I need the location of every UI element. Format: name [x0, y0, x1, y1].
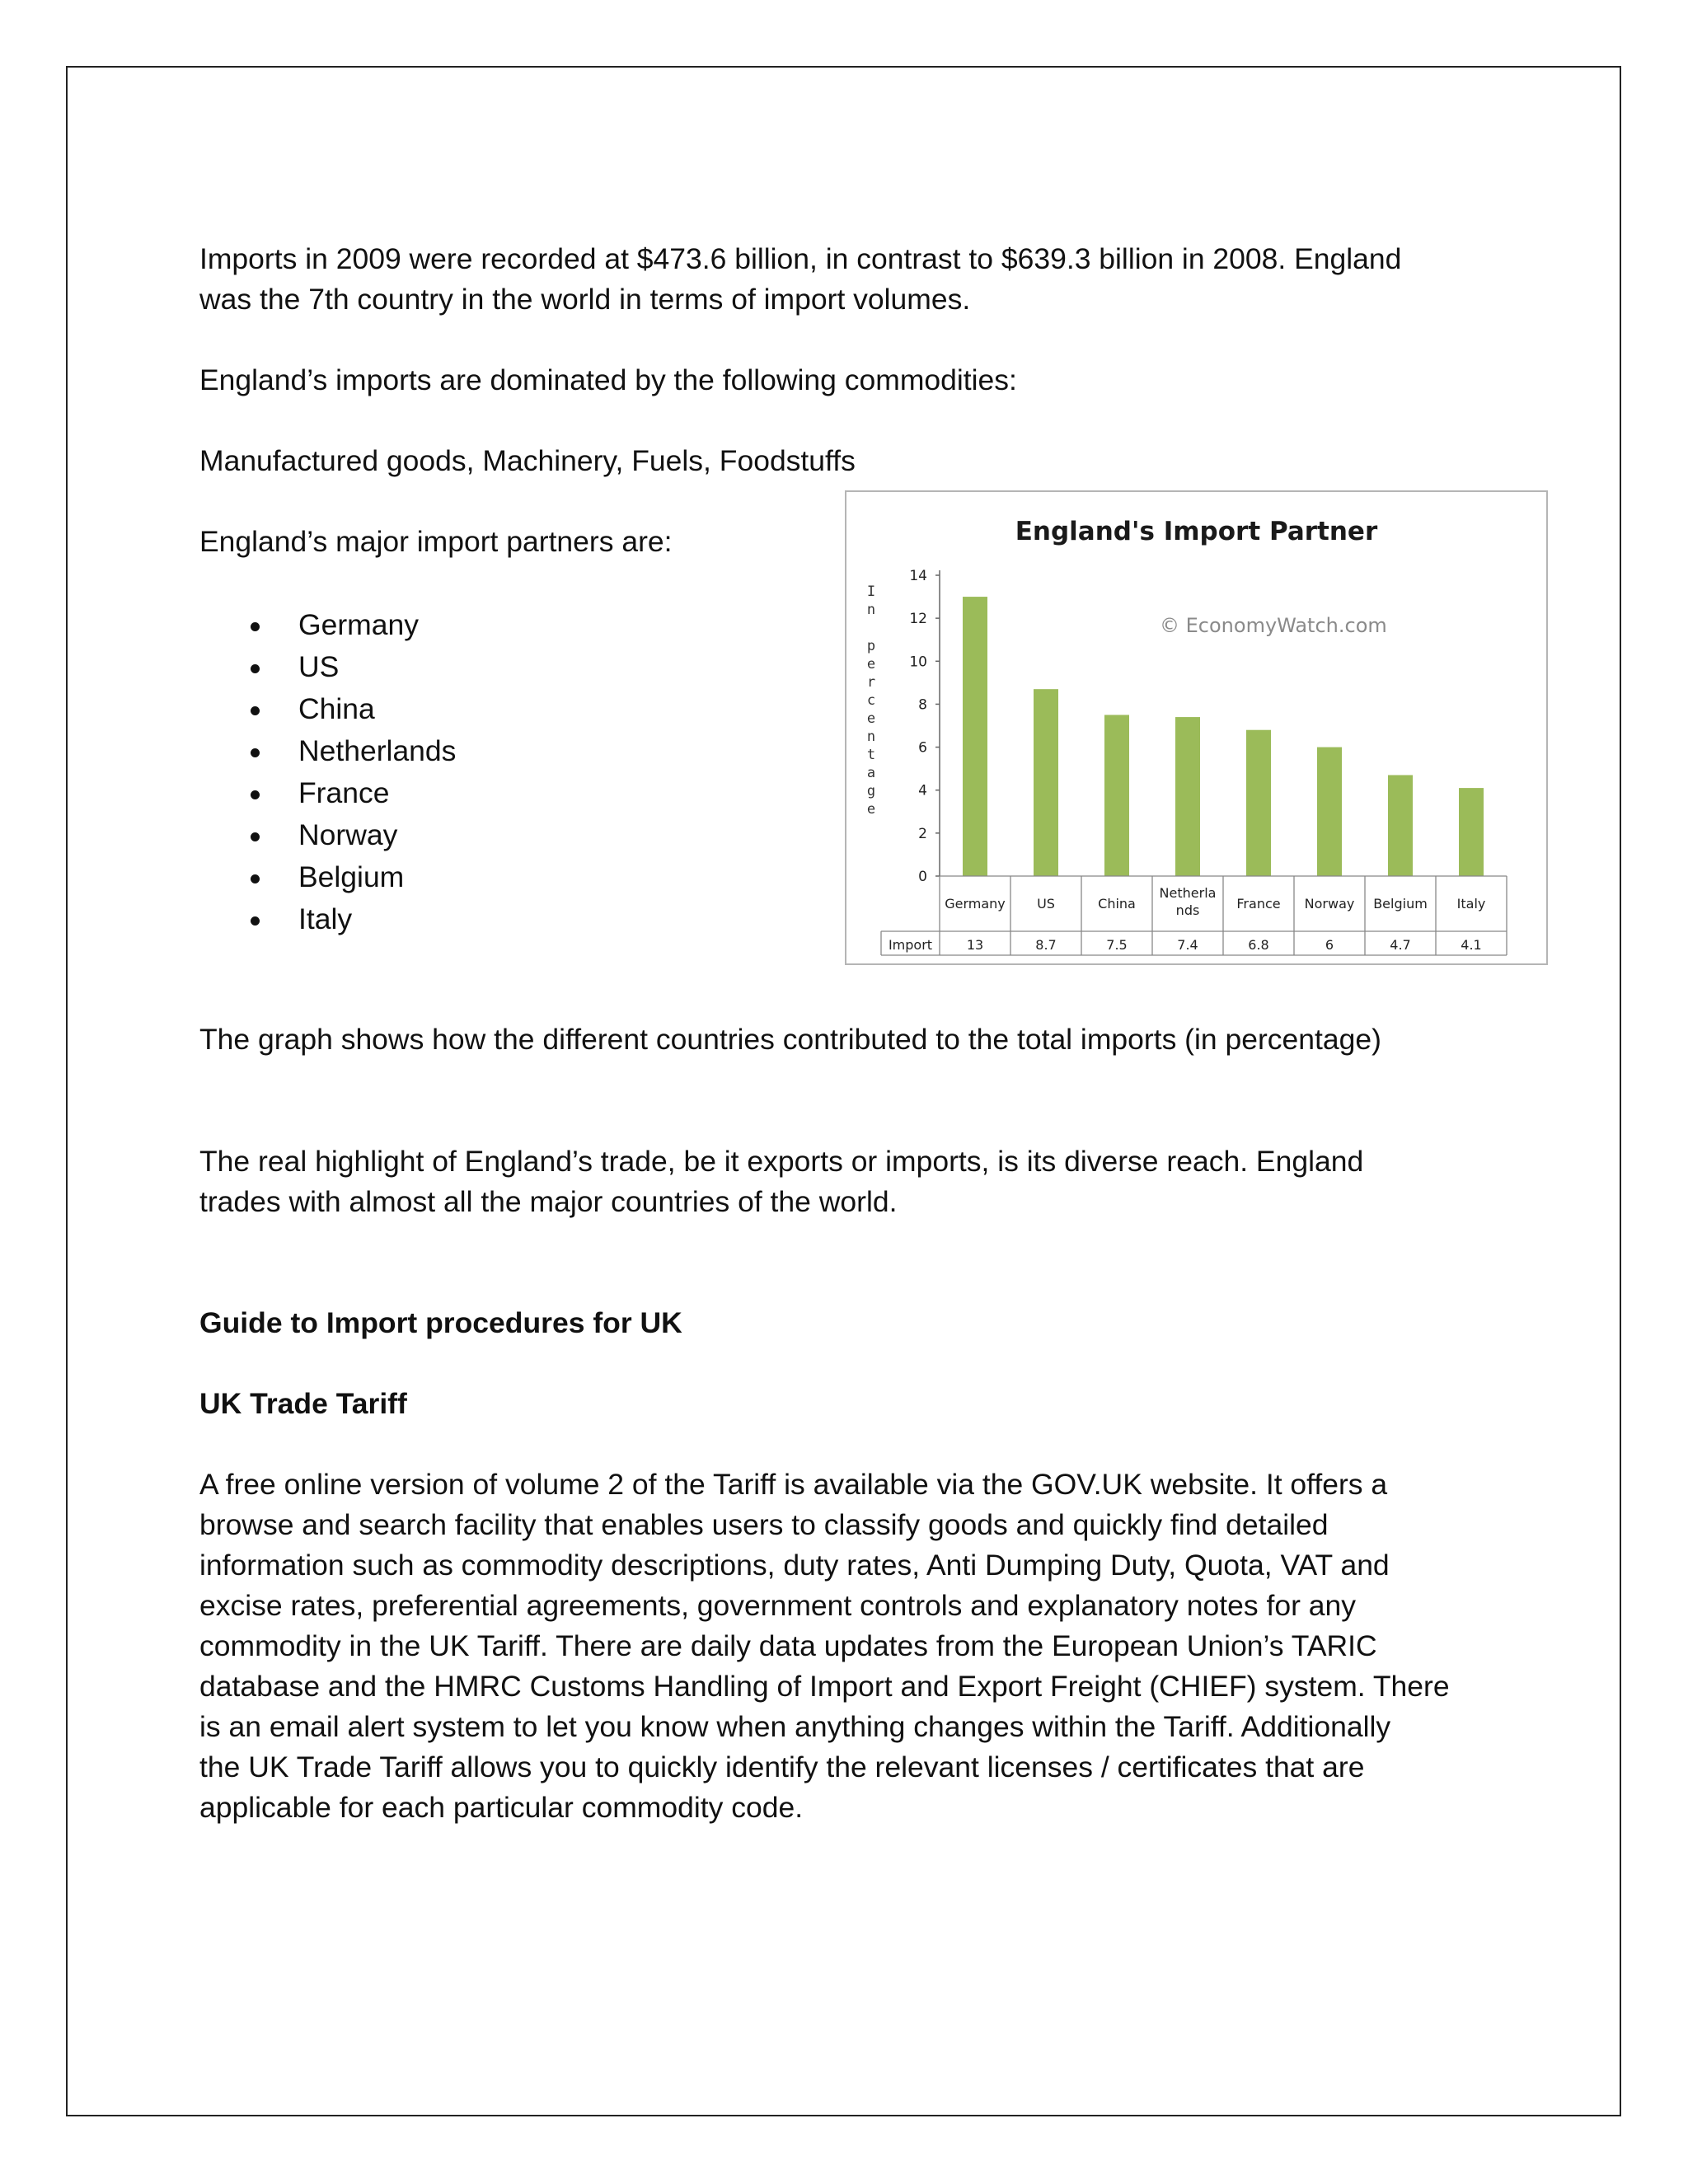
paragraph-reach-line1: The real highlight of England’s trade, be it exports or imports, is its diverse reach. England [199, 1145, 1364, 1178]
paragraph-graph-caption: The graph shows how the different countries contributed to the total imports (in percentage) [199, 1023, 1381, 1056]
partners-list [199, 604, 456, 940]
chart-title: England's Import Partner [1015, 517, 1378, 546]
bullet-icon [251, 748, 260, 757]
chart-bar [1034, 689, 1058, 876]
chart-y-tick-label: 6 [918, 739, 927, 757]
list-item: China [199, 688, 456, 730]
list-item: Belgium [199, 856, 456, 898]
chart-data-label: 6 [1325, 937, 1334, 953]
chart-data-label: 4.7 [1390, 937, 1411, 953]
list-item: Italy [199, 898, 456, 940]
chart-data-label: 7.4 [1177, 937, 1198, 953]
chart-legend-label: Import [888, 937, 933, 953]
heading-import-guide: Guide to Import procedures for UK [199, 1306, 682, 1339]
paragraph-imports-line1: Imports in 2009 were recorded at $473.6 billion, in contrast to $639.3 billion in 2008. England [199, 242, 1402, 275]
chart-x-tick-label: nds [1175, 902, 1200, 918]
bullet-icon [251, 622, 260, 631]
chart-y-tick-label: 2 [918, 825, 927, 842]
chart-x-tick-label: Belgium [1373, 896, 1428, 912]
chart-x-tick-label: China [1098, 896, 1136, 912]
paragraph-imports-line2: was the 7th country in the world in terms of import volumes. [199, 283, 971, 316]
paragraph-tariff-line: browse and search facility that enables users to classify goods and quickly find detailed [199, 1508, 1329, 1541]
bullet-icon [251, 832, 260, 841]
chart-bar [1388, 775, 1413, 876]
bullet-icon [251, 706, 260, 715]
chart-data-label: 8.7 [1035, 937, 1057, 953]
list-item: US [199, 646, 456, 688]
chart-data-label: 13 [966, 937, 984, 953]
paragraph-reach-line2: trades with almost all the major countries of the world. [199, 1185, 898, 1218]
list-item: Norway [199, 814, 456, 856]
chart-data-label: 7.5 [1106, 937, 1128, 953]
chart-x-tick-label: Italy [1456, 896, 1486, 912]
chart-x-tick-label: Germany [945, 896, 1006, 912]
chart-x-tick-label: US [1037, 896, 1055, 912]
list-item: France [199, 772, 456, 814]
paragraph-partners-intro: England’s major import partners are: [199, 525, 673, 558]
bullet-icon [251, 874, 260, 883]
paragraph-tariff-line: information such as commodity descriptions, duty rates, Anti Dumping Duty, Quota, VAT and [199, 1549, 1390, 1582]
paragraph-tariff-line: A free online version of volume 2 of the Tariff is available via the GOV.UK website. It offers a [199, 1468, 1388, 1501]
chart-x-tick-label: France [1236, 896, 1281, 912]
paragraph-tariff-line: applicable for each particular commodity code. [199, 1791, 804, 1824]
bullet-icon [251, 790, 260, 799]
chart-bar [1317, 748, 1342, 876]
chart-y-tick-label: 8 [918, 696, 927, 714]
heading-trade-tariff: UK Trade Tariff [199, 1387, 407, 1420]
chart-data-label: 4.1 [1461, 937, 1482, 953]
chart-plot-area [846, 492, 1546, 963]
paragraph-tariff-line: commodity in the UK Tariff. There are daily data updates from the European Union’s TARIC [199, 1629, 1377, 1662]
import-partner-chart [845, 490, 1548, 965]
chart-data-label: 6.8 [1248, 937, 1269, 953]
chart-y-tick-label: 10 [909, 654, 927, 671]
list-item: Germany [199, 604, 456, 646]
chart-y-tick-label: 0 [918, 869, 927, 885]
list-item: Netherlands [199, 730, 456, 772]
chart-y-tick-label: 14 [909, 568, 927, 584]
paragraph-commodities-intro: England’s imports are dominated by the following commodities: [199, 363, 1017, 396]
chart-bar [1246, 730, 1271, 876]
chart-bar [963, 597, 987, 876]
chart-x-tick-label: Norway [1304, 896, 1355, 912]
paragraph-tariff-line: excise rates, preferential agreements, government controls and explanatory notes for any [199, 1589, 1357, 1622]
paragraph-tariff-line: is an email alert system to let you know when anything changes within the Tariff. Additionally [199, 1710, 1391, 1743]
chart-bar [1175, 717, 1200, 876]
paragraph-commodities: Manufactured goods, Machinery, Fuels, Foodstuffs [199, 444, 856, 477]
bullet-icon [251, 916, 260, 926]
bullet-icon [251, 664, 260, 673]
chart-bar [1459, 788, 1484, 876]
paragraph-tariff-line: the UK Trade Tariff allows you to quickly identify the relevant licenses / certificates that are [199, 1750, 1365, 1783]
chart-y-axis-label: I n p e r c e n t a g e [866, 583, 876, 818]
chart-bar [1104, 715, 1129, 876]
chart-watermark: © EconomyWatch.com [1160, 614, 1387, 637]
chart-y-tick-label: 12 [909, 611, 927, 628]
chart-y-tick-label: 4 [918, 782, 927, 799]
chart-x-tick-label: Netherla [1159, 885, 1217, 901]
paragraph-tariff-line: database and the HMRC Customs Handling of Import and Export Freight (CHIEF) system. There [199, 1670, 1450, 1703]
